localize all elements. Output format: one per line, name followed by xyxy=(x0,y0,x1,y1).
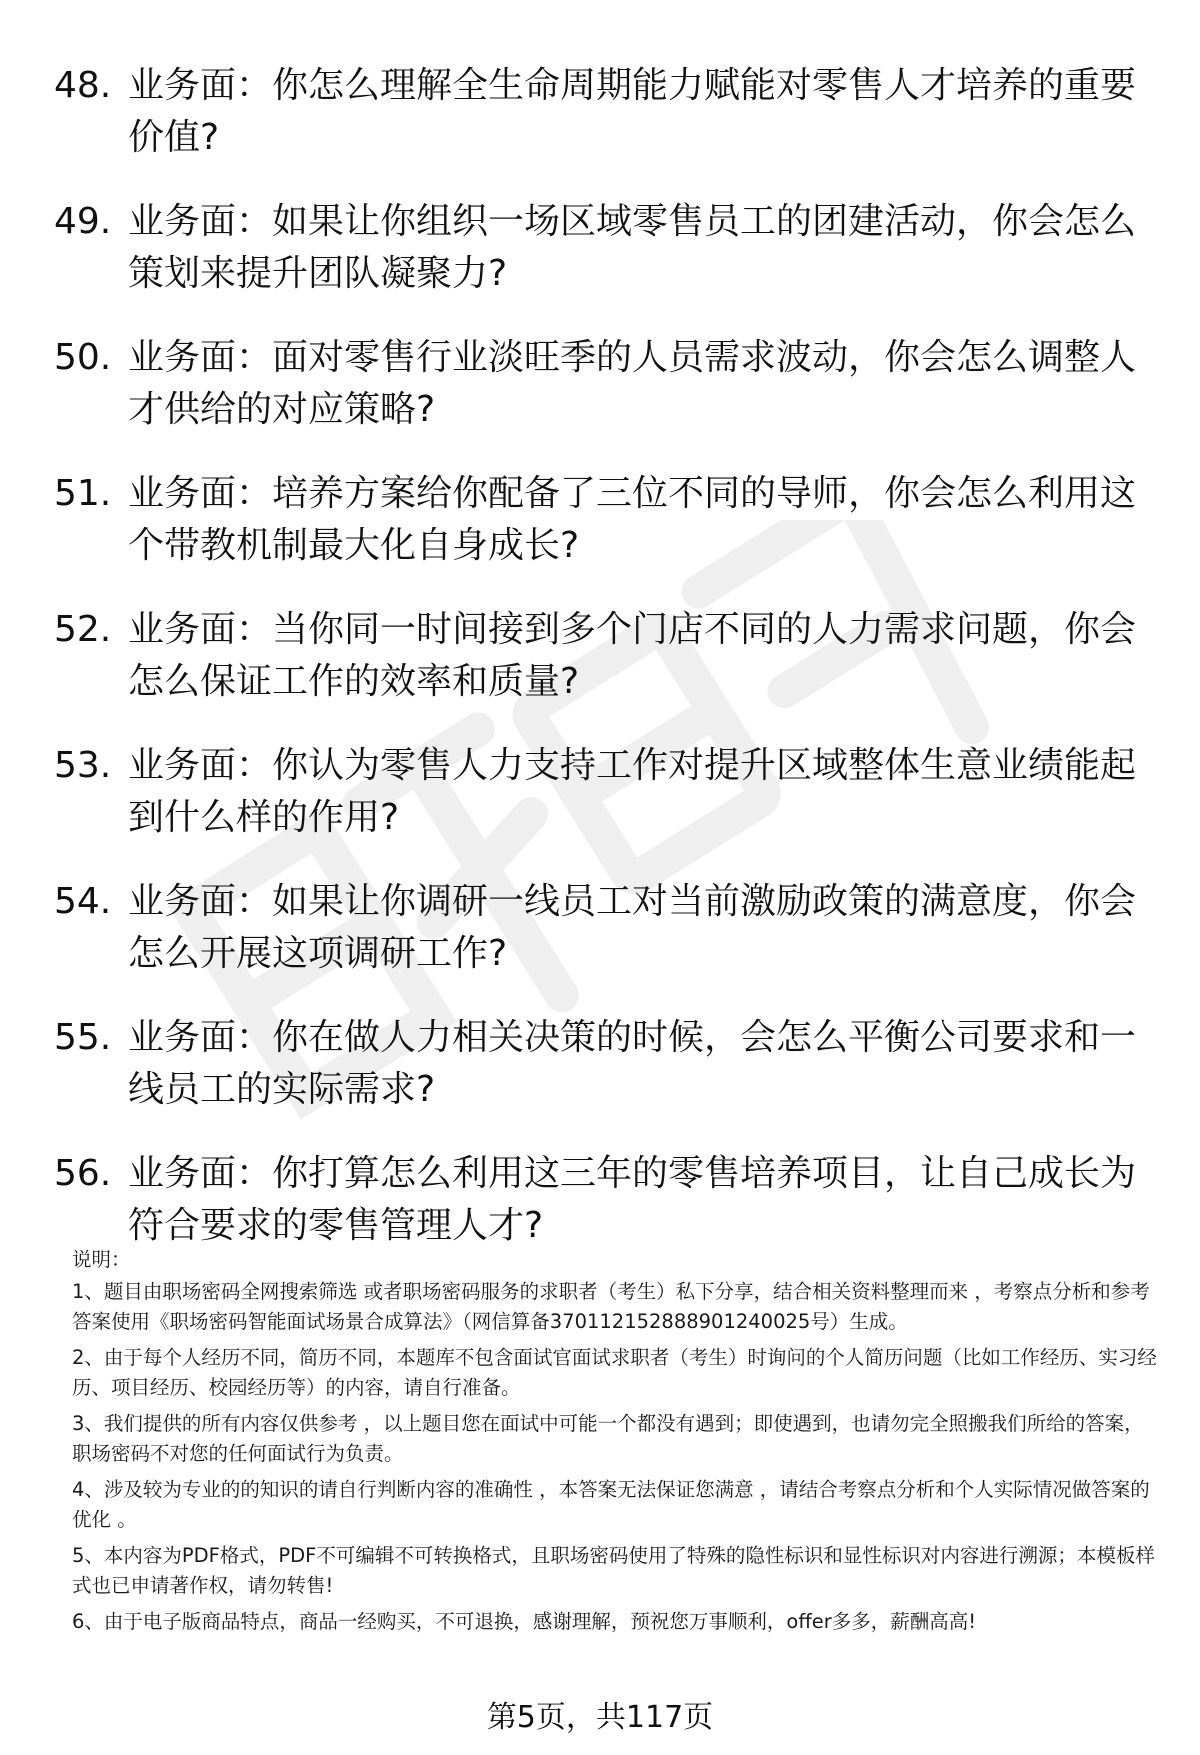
note-item: 6、由于电子版商品特点，商品一经购买，不可退换，感谢理解，预祝您万事顺利，offer多多，薪酬高高! xyxy=(72,1610,977,1633)
question-text: 业务面：如果让你组织一场区域零售员工的团建活动，你会怎么策划来提升团队凝聚力? xyxy=(128,201,1137,294)
question-number: 51. xyxy=(54,473,112,514)
question-item xyxy=(54,60,1146,164)
question-number: 56. xyxy=(54,1153,112,1194)
note-item: 1、题目由职场密码全网搜索筛选 或者职场密码服务的求职者（考生）私下分享，结合相关资料整理而来 ，考察点分析和参考答案使用《职场密码智能面试场景合成算法》（网信算备370112152888901240025号）生成。 xyxy=(72,1280,1150,1333)
question-text: 业务面：你怎么理解全生命周期能力赋能对零售人才培养的重要价值? xyxy=(128,65,1137,158)
question-item xyxy=(54,1148,1146,1252)
question-number: 50. xyxy=(54,337,112,378)
question-item xyxy=(54,740,1146,844)
question-text: 业务面：如果让你调研一线员工对当前激励政策的满意度，你会怎么开展这项调研工作? xyxy=(128,881,1137,974)
question-text: 业务面：你打算怎么利用这三年的零售培养项目，让自己成长为符合要求的零售管理人才? xyxy=(128,1153,1137,1246)
question-number: 48. xyxy=(54,65,112,106)
page-number: 第5页，共117页 xyxy=(486,1700,714,1735)
question-number: 53. xyxy=(54,745,112,786)
note-item: 5、本内容为PDF格式，PDF不可编辑不可转换格式，且职场密码使用了特殊的隐性标识和显性标识对内容进行溯源；本模板样式也已申请著作权，请勿转售! xyxy=(72,1544,1155,1597)
notes-section xyxy=(72,1245,1158,1643)
note-item: 2、由于每个人经历不同，简历不同，本题库不包含面试官面试求职者（考生）时询问的个人简历问题（比如工作经历、实习经历、项目经历、校园经历等）的内容，请自行准备。 xyxy=(72,1346,1157,1399)
note-item: 4、涉及较为专业的的知识的请自行判断内容的准确性 ，本答案无法保证您满意 ，请结合考察点分析和个人实际情况做答案的优化 。 xyxy=(72,1478,1150,1531)
question-text: 业务面：你在做人力相关决策的时候，会怎么平衡公司要求和一线员工的实际需求? xyxy=(128,1017,1137,1110)
note-item: 3、我们提供的所有内容仅供参考 ，以上题目您在面试中可能一个都没有遇到；即使遇到，也请勿完全照搬我们所给的答案，职场密码不对您的任何面试行为负责。 xyxy=(72,1412,1144,1465)
question-number: 52. xyxy=(54,609,112,650)
question-list xyxy=(54,60,1146,1284)
question-text: 业务面：当你同一时间接到多个门店不同的人力需求问题，你会怎么保证工作的效率和质量? xyxy=(128,609,1137,702)
question-item xyxy=(54,604,1146,708)
question-item xyxy=(54,1012,1146,1116)
question-text: 业务面：面对零售行业淡旺季的人员需求波动，你会怎么调整人才供给的对应策略? xyxy=(128,337,1137,430)
question-number: 54. xyxy=(54,881,112,922)
question-text: 业务面：培养方案给你配备了三位不同的导师，你会怎么利用这个带教机制最大化自身成长? xyxy=(128,473,1137,566)
question-item xyxy=(54,332,1146,436)
question-number: 49. xyxy=(54,201,112,242)
question-item xyxy=(54,876,1146,980)
question-item xyxy=(54,468,1146,572)
question-text: 业务面：你认为零售人力支持工作对提升区域整体生意业绩能起到什么样的作用? xyxy=(128,745,1137,838)
notes-title: 说明： xyxy=(72,1248,131,1271)
question-item xyxy=(54,196,1146,300)
question-number: 55. xyxy=(54,1017,112,1058)
